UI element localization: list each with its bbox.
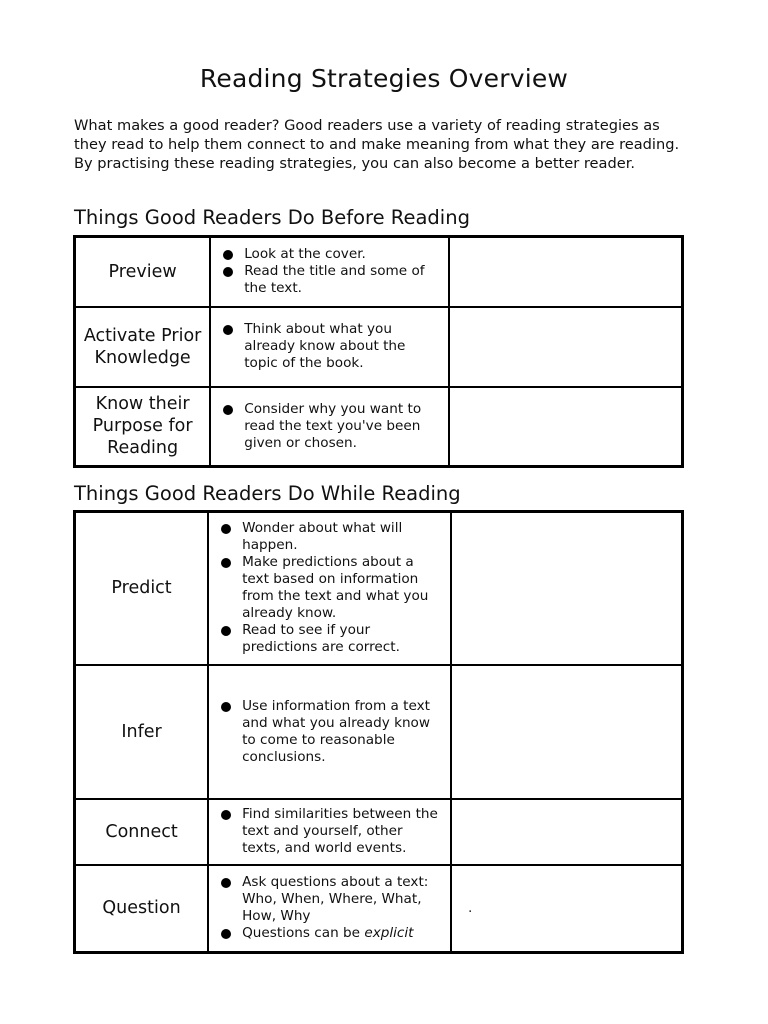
while-reading-heading: Things Good Readers Do While Reading bbox=[74, 482, 461, 505]
strategy-description bbox=[210, 237, 449, 307]
list-item: Wonder about what will happen. bbox=[209, 520, 444, 554]
list-item: Use information from a text and what you already know to come to reasonable conclusions. bbox=[209, 698, 444, 766]
list-item: Ask questions about a text: Who, When, Where, What, How, Why bbox=[209, 874, 444, 925]
intro-paragraph: What makes a good reader? Good readers use a variety of reading strategies as they read to help them connect to and make meaning from what they are reading. By practising these reading strategies, you can also become a better reader. bbox=[74, 117, 680, 172]
strategy-description bbox=[208, 665, 451, 799]
table-row bbox=[75, 799, 683, 865]
stray-mark: . bbox=[468, 900, 473, 916]
page-title: Reading Strategies Overview bbox=[199, 64, 569, 93]
blank-cell bbox=[451, 799, 682, 865]
list-item: Make predictions about a text based on information from the text and what you already know. bbox=[209, 554, 444, 622]
strategy-description bbox=[208, 865, 451, 953]
table-row bbox=[75, 665, 683, 799]
table-row bbox=[75, 865, 683, 953]
strategy-description bbox=[208, 512, 451, 665]
before-reading-heading: Things Good Readers Do Before Reading bbox=[74, 206, 470, 229]
list-item bbox=[209, 925, 444, 942]
strategy-description bbox=[208, 799, 451, 865]
strategy-description bbox=[210, 307, 449, 387]
strategy-name: Know their Purpose for Reading bbox=[75, 387, 211, 467]
blank-cell bbox=[451, 512, 682, 665]
list-item: Consider why you want to read the text you've been given or chosen. bbox=[211, 401, 442, 452]
blank-cell bbox=[449, 237, 682, 307]
table-row bbox=[75, 387, 683, 467]
list-item: Think about what you already know about the topic of the book. bbox=[211, 321, 442, 372]
strategy-name: Activate Prior Knowledge bbox=[75, 307, 211, 387]
strategy-name: Infer bbox=[75, 665, 209, 799]
strategy-name: Preview bbox=[75, 237, 211, 307]
blank-cell bbox=[449, 387, 682, 467]
strategy-name: Predict bbox=[75, 512, 209, 665]
question-bullet-text: Questions can be bbox=[242, 925, 365, 942]
while-reading-table bbox=[73, 510, 684, 954]
blank-cell bbox=[451, 865, 682, 953]
before-reading-table bbox=[73, 235, 684, 468]
list-item: Read the title and some of the text. bbox=[211, 263, 442, 297]
table-row bbox=[75, 512, 683, 665]
blank-cell bbox=[451, 665, 682, 799]
table-row bbox=[75, 237, 683, 307]
list-item: Read to see if your predictions are correct. bbox=[209, 622, 444, 656]
strategy-name: Question bbox=[75, 865, 209, 953]
strategy-description bbox=[210, 387, 449, 467]
strategy-name: Connect bbox=[75, 799, 209, 865]
list-item: Look at the cover. bbox=[211, 246, 442, 263]
question-bullet-emphasis: explicit bbox=[364, 925, 414, 942]
table-row bbox=[75, 307, 683, 387]
list-item: Find similarities between the text and yourself, other texts, and world events. bbox=[209, 806, 444, 857]
blank-cell bbox=[449, 307, 682, 387]
